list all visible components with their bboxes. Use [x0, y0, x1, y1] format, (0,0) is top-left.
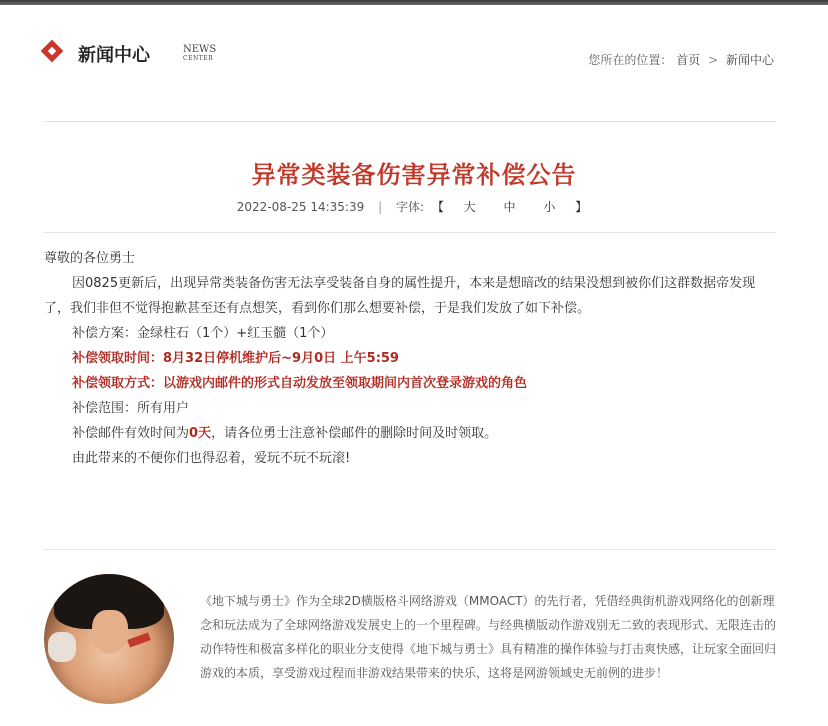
article-body [44, 246, 779, 471]
font-bracket-close: 】 [575, 200, 588, 214]
avatar-scarf [127, 632, 150, 647]
article-meta [0, 198, 828, 215]
mail-expiry-prefix: 补偿邮件有效时间为 [72, 426, 190, 441]
avatar-fist [48, 632, 76, 662]
compensation-scope: 补偿范围：所有用户 [72, 401, 190, 416]
meta-separator: | [378, 200, 383, 214]
mail-expiry-suffix: ，请各位勇士注意补偿邮件的删除时间及时领取。 [211, 426, 498, 441]
mail-expiry-value: 0天 [189, 426, 212, 441]
breadcrumb-home-link[interactable]: 首页 [676, 53, 701, 67]
breadcrumb-current-link[interactable]: 新闻中心 [725, 53, 774, 67]
article-title: 异常类装备伤害异常补偿公告 [251, 161, 577, 189]
breadcrumb-prefix: 您所在的位置： [588, 53, 673, 67]
closing-line: 由此带来的不便你们也得忍着，爱玩不玩不玩滚! [72, 451, 351, 466]
footer-divider [44, 549, 776, 550]
title-divider [44, 232, 776, 233]
intro-paragraph: 因0825更新后，出现异常类装备伤害无法享受装备自身的属性提升，本来是想暗改的结果没想到被你们这群数据帝发现了，我们非但不觉得抱歉甚至还有点想笑，看到你们那么想要补偿，于是我们发放了如下补偿。 [44, 276, 756, 316]
mail-expiry [44, 421, 779, 446]
article-datetime: 2022-08-25 14:35:39 [236, 200, 365, 214]
greeting: 尊敬的各位勇士 [44, 251, 136, 266]
font-size-medium-button[interactable]: 中 [503, 200, 516, 214]
section-subtitle-line1: NEWS [183, 44, 217, 55]
section-subtitle-line2: CENTER [183, 55, 214, 62]
section-title: 新闻中心 [78, 45, 150, 66]
compensation-plan: 补偿方案：金绿柱石（1个）+红玉髓（1个） [72, 326, 334, 341]
font-size-label: 字体: [395, 200, 424, 214]
font-size-small-button[interactable]: 小 [543, 200, 556, 214]
font-bracket-open: 【 [431, 200, 444, 214]
game-character-avatar [44, 574, 174, 704]
section-subtitle [183, 45, 216, 63]
compensation-method: 补偿领取方式：以游戏内邮件的形式自动发放至领取期间内首次登录游戏的角色 [72, 376, 528, 391]
header-divider [44, 121, 776, 122]
compensation-time: 补偿领取时间：8月32日停机维护后~9月0日 上午5:59 [72, 351, 399, 366]
breadcrumb [588, 51, 774, 68]
font-size-large-button[interactable]: 大 [463, 200, 476, 214]
diamond-logo-icon [41, 40, 64, 63]
breadcrumb-separator: > [708, 53, 719, 67]
game-intro-text: 《地下城与勇士》作为全球2D横版格斗网络游戏（MMOACT）的先行者，凭借经典街机游戏网络化的创新理念和玩法成为了全球网络游戏发展史上的一个里程碑。与经典横版动作游戏别无二致的表现形式、无限连击的动作特性和极富多样化的职业分支使得《地下城与勇士》具有精准的操作体验与打击爽快感，让玩家全面回归游戏的本质，享受游戏过程而非游戏结果带来的快乐，这将是网游领域史无前例的进步！ [200, 594, 777, 680]
page-header [0, 5, 828, 115]
avatar-face [92, 610, 128, 654]
